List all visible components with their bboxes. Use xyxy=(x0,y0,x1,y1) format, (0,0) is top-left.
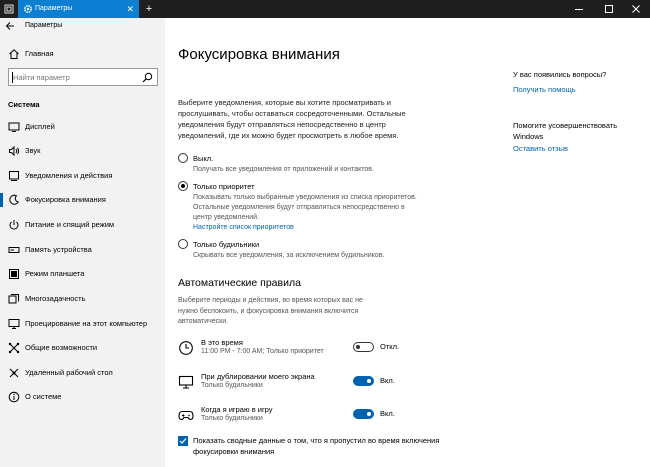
radio-off-description: Получать все уведомления от приложений и контактов. xyxy=(193,166,374,173)
sidebar-item-label: Питание и спящий режим xyxy=(25,220,115,229)
power-icon xyxy=(8,219,20,231)
tab-title: Параметры xyxy=(35,5,73,12)
rule-toggle[interactable] xyxy=(353,376,374,386)
main-content xyxy=(165,18,650,467)
sidebar-item-label: Уведомления и действия xyxy=(25,171,113,180)
rule-subtitle: 11:00 PM - 7:00 AM; Только приоритет xyxy=(201,348,324,355)
back-row xyxy=(0,18,165,34)
section-label: Система xyxy=(8,100,40,109)
new-tab-button[interactable]: + xyxy=(145,3,153,15)
rule-title: Когда я играю в игру xyxy=(201,405,273,414)
intro-text: Выберите уведомления, которые вы хотите просматривать и прослушивать, чтобы оставаться сосредоточенными. Остальные уведомления будут отправляться непосредственно в центр уведомлений, где их можно будет просмотреть в любое время. xyxy=(178,98,406,140)
sidebar-item-projecting[interactable] xyxy=(0,316,165,332)
page-title: Фокусировка внимания xyxy=(178,46,340,63)
maximize-button[interactable] xyxy=(595,0,623,18)
sidebar-item-label: О системе xyxy=(25,392,62,401)
sidebar-item-label: Многозадачность xyxy=(25,294,86,303)
sidebar-item-notifications[interactable] xyxy=(0,168,165,184)
rule-toggle-state: Откл. xyxy=(380,342,400,351)
radio-priority-only[interactable] xyxy=(178,181,188,191)
sidebar-item-power[interactable] xyxy=(0,217,165,233)
minimize-button[interactable] xyxy=(565,0,593,18)
radio-priority-only-description: Показывать только выбранные уведомления из списка приоритетов. Остальные уведомления будут отправляться непосредственно в центр уведомлений. xyxy=(193,194,417,221)
gamepad-icon xyxy=(178,407,194,423)
sidebar-item-multitasking[interactable] xyxy=(0,291,165,307)
radio-alarms-only[interactable] xyxy=(178,239,188,249)
sound-icon xyxy=(8,145,20,157)
sidebar-item-about[interactable] xyxy=(0,389,165,405)
rule-title: При дублировании моего экрана xyxy=(201,372,315,381)
home-icon xyxy=(8,48,20,60)
close-tab-icon[interactable]: ✕ xyxy=(126,4,134,14)
task-view-icon[interactable] xyxy=(3,3,15,15)
sidebar-item-label: Дисплей xyxy=(25,122,55,131)
improve-title: Помогите усовершенствовать Windows xyxy=(513,121,618,141)
summary-checkbox-label[interactable]: Показать сводные данные о том, что я пропустил во время включения фокусировки внимания xyxy=(193,436,440,456)
clock-icon xyxy=(178,340,194,356)
rule-subtitle: Только будильники xyxy=(201,382,263,389)
radio-off[interactable] xyxy=(178,153,188,163)
radio-off-label[interactable]: Выкл. xyxy=(193,154,214,163)
rule-duplicating-display[interactable] xyxy=(178,372,638,398)
app-name: Параметры xyxy=(25,22,63,29)
tab-settings[interactable] xyxy=(18,0,139,18)
minimize-icon xyxy=(574,4,584,14)
priority-list-link[interactable]: Настройте список приоритетов xyxy=(193,224,294,231)
projecting-icon xyxy=(8,318,20,330)
radio-alarms-only-label[interactable]: Только будильники xyxy=(193,240,260,249)
remote-desktop-icon xyxy=(8,367,20,379)
rule-playing-game[interactable] xyxy=(178,405,638,431)
display-icon xyxy=(8,121,20,133)
close-icon xyxy=(631,4,641,14)
sidebar-item-remote-desktop[interactable] xyxy=(0,365,165,381)
notifications-icon xyxy=(8,170,20,182)
multitasking-icon xyxy=(8,293,20,305)
rule-toggle-state: Вкл. xyxy=(380,376,395,385)
automatic-rules-title: Автоматические правила xyxy=(178,277,301,289)
back-arrow-icon[interactable] xyxy=(5,21,15,31)
feedback-link[interactable]: Оставить отзыв xyxy=(513,144,568,153)
rule-title: В это время xyxy=(201,338,243,347)
checkmark-icon xyxy=(179,437,187,445)
summary-checkbox[interactable] xyxy=(178,436,188,446)
rule-toggle-state: Вкл. xyxy=(380,409,395,418)
gear-icon xyxy=(23,4,33,14)
radio-priority-only-label[interactable]: Только приоритет xyxy=(193,182,255,191)
tablet-mode-icon xyxy=(8,268,20,280)
shared-experiences-icon xyxy=(8,342,20,354)
sidebar-item-label: Память устройства xyxy=(25,245,92,254)
sidebar-item-storage[interactable] xyxy=(0,242,165,258)
rule-during-time[interactable] xyxy=(178,338,638,364)
search-box[interactable] xyxy=(8,68,158,86)
focus-assist-icon xyxy=(8,194,20,206)
sidebar-item-shared-experiences[interactable] xyxy=(0,340,165,356)
rule-subtitle: Только будильники xyxy=(201,415,263,422)
automatic-rules-description: Выберите периоды и действия, во время которых вас не нужно беспокоить, и фокусировка внимания включится автоматически. xyxy=(178,297,363,325)
sidebar-item-label: Проецирование на этот компьютер xyxy=(25,319,148,328)
sidebar-item-label: Фокусировка внимания xyxy=(25,195,106,204)
sidebar-item-label: Звук xyxy=(25,146,41,155)
sidebar-item-focus-assist[interactable] xyxy=(0,192,165,208)
search-icon[interactable] xyxy=(142,72,153,83)
sidebar-item-label: Удаленный рабочий стол xyxy=(25,368,113,377)
rule-toggle[interactable] xyxy=(353,409,374,419)
about-icon xyxy=(8,391,20,403)
storage-icon xyxy=(8,244,20,256)
search-input[interactable] xyxy=(13,71,137,83)
close-window-button[interactable] xyxy=(622,0,650,18)
rule-toggle[interactable] xyxy=(353,342,374,352)
sidebar-item-tablet-mode[interactable] xyxy=(0,266,165,282)
sidebar-item-label: Главная xyxy=(25,49,54,58)
sidebar-item-display[interactable] xyxy=(0,119,165,135)
sidebar-item-label: Режим планшета xyxy=(25,269,85,278)
sidebar-item-sound[interactable] xyxy=(0,143,165,159)
monitor-icon xyxy=(178,374,194,390)
sidebar xyxy=(0,18,165,467)
get-help-link[interactable]: Получить помощь xyxy=(513,85,576,94)
maximize-icon xyxy=(604,4,614,14)
radio-alarms-only-description: Скрывать все уведомления, за исключением будильников. xyxy=(193,252,385,259)
questions-title: У вас появились вопросы? xyxy=(513,70,607,79)
sidebar-item-label: Общие возможности xyxy=(25,343,98,352)
sidebar-item-home[interactable] xyxy=(0,46,165,62)
title-bar xyxy=(0,0,650,18)
